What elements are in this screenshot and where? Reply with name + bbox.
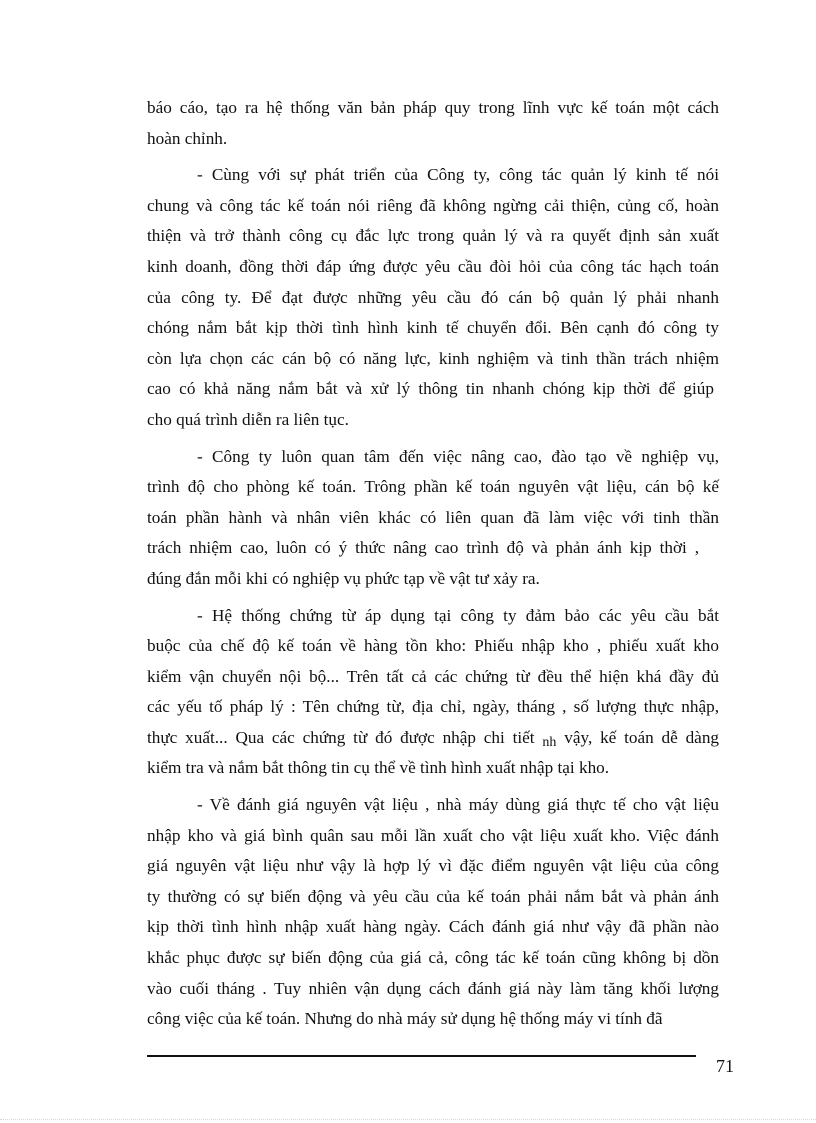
text-line: chung và công tác kế toán nói riêng đã không ngừng cải thiện, củng cố, hoàn: [147, 195, 719, 215]
text-line: báo cáo, tạo ra hệ thống văn bản pháp quy trong lĩnh vực kế toán một cách: [147, 98, 719, 117]
text-line: kinh doanh, đồng thời đáp ứng được yêu cầu đòi hỏi của công tác hạch toán: [147, 256, 719, 276]
paragraph-first-line: - Cùng với sự phát triển của Công ty, công tác quản lý kinh tế nói: [197, 165, 719, 185]
text-line: cao có khả năng nắm bắt và xử lý thông tin nhanh chóng kịp thời để giúp: [147, 379, 714, 399]
text-line: kiểm vận chuyển nội bộ... Trên tất cả các chứng từ đều thể hiện khá đầy đủ: [147, 666, 719, 686]
text-line: của công ty. Để đạt được những yêu cầu đó cán bộ quản lý phải nhanh: [147, 287, 719, 307]
text-line: toán phần hành và nhân viên khác có liên quan đã làm việc với tinh thần: [147, 507, 719, 527]
text-line: còn lựa chọn các cán bộ có năng lực, kinh nghiệm và tinh thần trách nhiệm: [147, 348, 719, 368]
text-fragment: vậy, kế toán dễ dàng: [564, 727, 720, 747]
paragraph-first-line: - Hệ thống chứng từ áp dụng tại công ty đảm bảo các yêu cầu bắt: [197, 605, 719, 625]
page-bottom-edge: [0, 1119, 816, 1120]
text-line: nhập kho và giá bình quân sau mỗi lần xuất cho vật liệu xuất kho. Việc đánh: [147, 825, 719, 845]
text-line: chóng nắm bắt kịp thời tình hình kinh tế chuyển đổi. Bên cạnh đó công ty: [147, 318, 719, 338]
text-line: kiểm tra và nắm bắt thông tin cụ thể về tình hình xuất nhập tại kho.: [147, 758, 610, 778]
text-line: giá nguyên vật liệu như vậy là hợp lý vì đặc điểm nguyên vật liệu của công: [147, 856, 719, 876]
text-line: hoàn chỉnh.: [147, 128, 228, 148]
text-line: [147, 723, 719, 754]
text-line: trách nhiệm cao, luôn có ý thức nâng cao trình độ và phản ánh kịp thời ,: [147, 538, 699, 558]
footer-divider: [147, 1055, 696, 1057]
text-fragment: thực xuất... Qua các chứng từ đó được nhập chi tiết: [147, 727, 535, 747]
text-line: kịp thời tình hình nhập xuất hàng ngày. Cách đánh giá như vậy đã phần nào: [147, 917, 719, 937]
text-line: cho quá trình diễn ra liên tục.: [147, 409, 349, 429]
text-line: ty thường có sự biến động và yêu cầu của kế toán phải nắm bắt và phản ánh: [147, 886, 719, 906]
body-text: [147, 93, 719, 1035]
text-line: thiện và trở thành công cụ đắc lực trong quản lý và ra quyết định sản xuất: [147, 226, 719, 246]
paragraph-first-line: - Công ty luôn quan tâm đến việc nâng cao, đào tạo về nghiệp vụ,: [197, 446, 719, 466]
text-line: công việc của kế toán. Nhưng do nhà máy sử dụng hệ thống máy vi tính đã: [147, 1009, 663, 1029]
text-line: trình độ cho phòng kế toán. Trông phần kế toán nguyên vật liệu, cán bộ kế: [147, 477, 719, 497]
text-line: buộc của chế độ kế toán về hàng tồn kho: Phiếu nhập kho , phiếu xuất kho: [147, 636, 719, 656]
paragraph-first-line: - Về đánh giá nguyên vật liệu , nhà máy dùng giá thực tế cho vật liệu: [197, 795, 719, 815]
text-line: đúng đắn mỗi khi có nghiệp vụ phức tạp về vật tư xảy ra.: [147, 568, 540, 588]
text-line: các yếu tố pháp lý : Tên chứng từ, địa chỉ, ngày, tháng , số lượng thực nhập,: [147, 697, 719, 717]
page-number: 71: [716, 1056, 734, 1076]
subscript-fragment: nh: [542, 734, 557, 750]
text-line: vào cuối tháng . Tuy nhiên vận dụng cách đánh giá này làm tăng khối lượng: [147, 978, 719, 998]
text-line: khắc phục được sự biến động của giá cả, công tác kế toán cũng không bị dồn: [147, 948, 719, 968]
